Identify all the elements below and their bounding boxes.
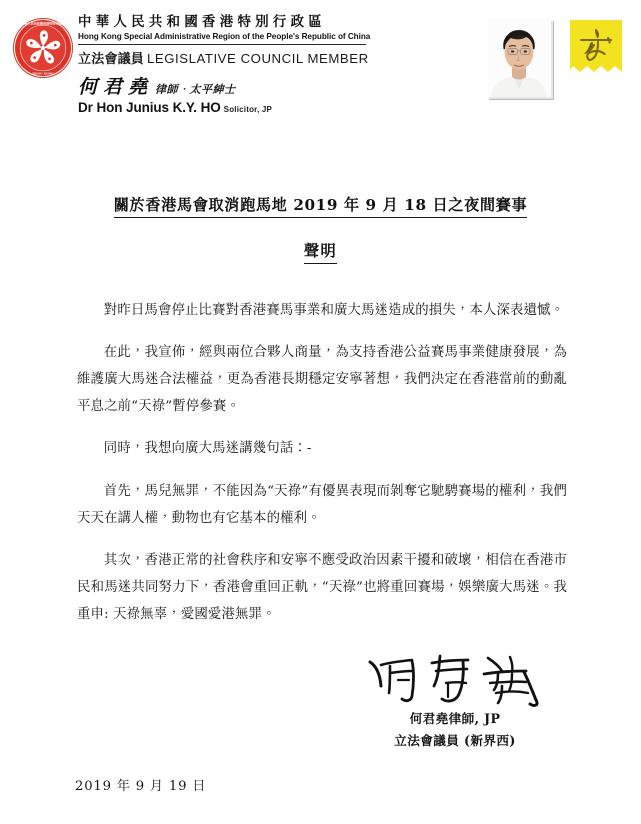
member-name-cn-row: [78, 72, 368, 99]
member-qualifications-cn: 律師．太平紳士: [155, 83, 236, 97]
svg-text:中華人民共和國香港特別行政區: 中華人民共和國香港特別行政區: [21, 21, 65, 26]
signatory-title: 立法會議員 (新界西): [394, 733, 516, 748]
body-paragraph: 同時，我想向廣大馬迷講幾句話：-: [103, 441, 312, 456]
council-title: [78, 48, 368, 67]
council-title-cn: 立法會議員: [78, 52, 145, 68]
signature-block: [330, 652, 580, 752]
document-title-text: 關於香港馬會取消跑馬地 2019 年 9 月 18 日之夜間賽事: [114, 194, 527, 218]
document-body: [77, 297, 567, 643]
body-paragraph: 對昨日馬會停止比賽對香港賽馬事業和廣大馬迷造成的損失，本人深表遺憾。: [103, 303, 565, 318]
letterhead: [0, 0, 641, 116]
document-title: [0, 194, 641, 218]
handwritten-signature: [330, 652, 580, 708]
document-subtitle-text: 聲明: [304, 240, 337, 264]
body-paragraph: 在此，我宣佈，經與兩位合夥人商量，為支持香港公益賽馬事業健康發展，為維護廣大馬迷合法權益，更為香港長期穩定安寧著想，我們決定在香港當前的動亂平息之前“天祿”暫停參賽。: [77, 345, 567, 414]
document-date: 2019 年 9 月 19 日: [75, 779, 207, 794]
member-name-en: Dr Hon Junius K.Y. HO: [78, 100, 221, 116]
legco-logo-icon: [568, 18, 624, 80]
signatory-name: 何君堯律師, JP: [409, 711, 501, 726]
document-subtitle: [0, 240, 641, 264]
region-name-cn: 中華人民共和國香港特別行政區: [78, 14, 327, 30]
member-portrait: [487, 19, 551, 97]
statement-document: [0, 112, 641, 824]
member-name-cn: 何君堯: [78, 76, 154, 99]
body-paragraph: 首先，馬兒無罪，不能因為“天祿”有優異表現而剝奪它馳騁賽場的權利，我們天天在講人權，動物也有它基本的權利。: [77, 484, 567, 526]
hksar-emblem-icon: [12, 17, 74, 79]
body-paragraph: 其次，香港正常的社會秩序和安寧不應受政治因素干擾和破壞，相信在香港市民和馬迷共同努力下，香港會重回正軌，“天祿”也將重回賽場，娛樂廣大馬迷。我重申: 天祿無辜，愛國愛港無罪。: [77, 553, 567, 622]
member-qualifications-en: Solicitor, JP: [223, 105, 273, 115]
svg-text:HONG KONG: HONG KONG: [32, 71, 54, 76]
letterhead-text: [78, 14, 371, 116]
region-name-en: Hong Kong Special Administrative Region of the People's Republic of China: [78, 31, 366, 45]
council-title-en: LEGISLATIVE COUNCIL MEMBER: [147, 51, 369, 67]
